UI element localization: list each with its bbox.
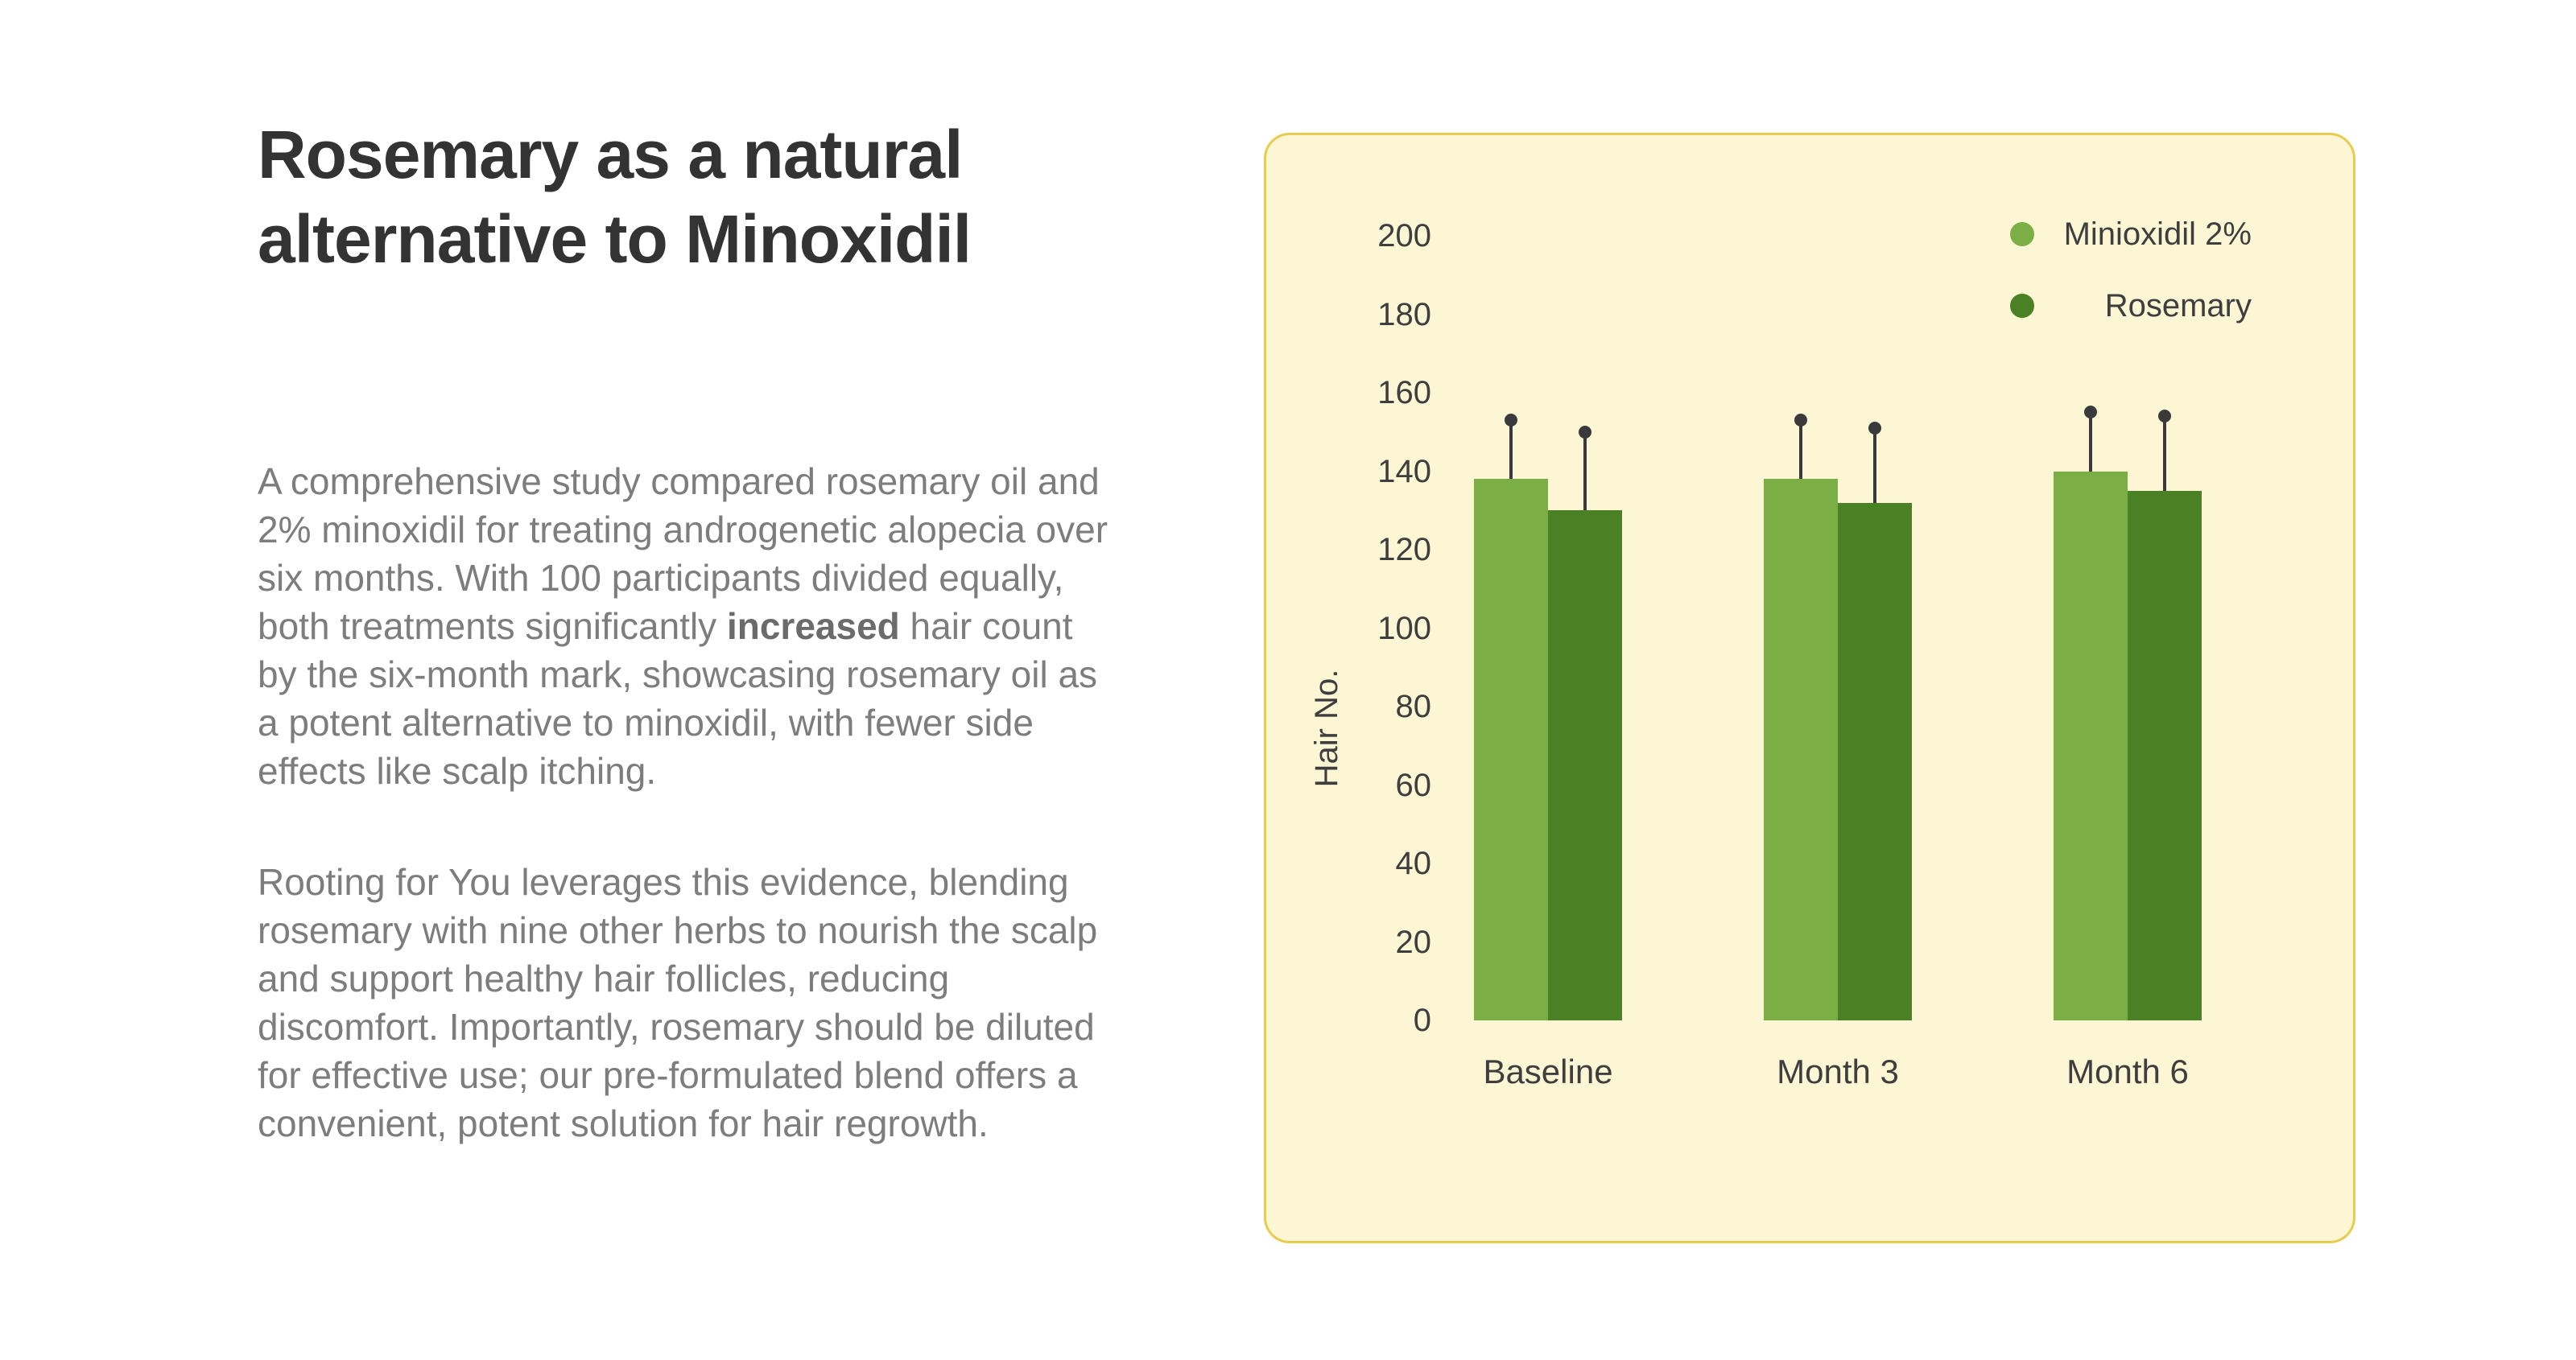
error-bar (2089, 412, 2092, 471)
legend-swatch-icon (2010, 294, 2034, 318)
error-dot-icon (2084, 406, 2097, 418)
error-bar (1509, 420, 1513, 479)
legend-label: Rosemary (2104, 287, 2252, 324)
bar-group-month-3 (1764, 236, 1912, 1020)
plot-area (1403, 236, 2273, 1020)
bar-rosemary (1548, 510, 1622, 1020)
y-tick-label: 60 (1395, 767, 1431, 803)
error-dot-icon (1505, 414, 1517, 427)
x-tick-label: Month 3 (1777, 1053, 1899, 1090)
paragraph-study: A comprehensive study compared rosemary oil and 2% minoxidil for treating androgenetic alopecia over six months. With 100 participants divided equally, both treatments significantly increased hair count by the six-month mark, showcasing rosemary oil as a potent alternative to minoxidil, with fewer side effects like scalp itching. (258, 460, 1108, 792)
chart-card (1264, 133, 2355, 1243)
bar-group-month-6 (2054, 236, 2202, 1020)
bar-group-baseline (1474, 236, 1622, 1020)
x-tick-label: Month 6 (2066, 1053, 2189, 1090)
y-axis-title: Hair No. (1309, 669, 1344, 788)
legend-row (2010, 212, 2252, 257)
y-tick-label: 40 (1395, 846, 1431, 881)
y-tick-label: 0 (1413, 1003, 1431, 1038)
paragraph-product: Rooting for You leverages this evidence, blending rosemary with nine other herbs to nourish the scalp and support healthy hair follicles, reducing discomfort. Importantly, rosemary should be diluted for effective use; our pre-formulated blend offers a convenient, potent solution for hair regrowth. (258, 861, 1098, 1144)
error-bar (1799, 420, 1802, 479)
y-tick-label: 200 (1377, 218, 1431, 253)
error-dot-icon (2158, 410, 2171, 422)
y-tick-label: 180 (1377, 296, 1431, 332)
y-tick-label: 160 (1377, 375, 1431, 410)
error-dot-icon (1794, 414, 1807, 427)
bar-minioxidil-2- (1764, 479, 1838, 1020)
page-title: Rosemary as a natural alternative to Minoxidil (258, 117, 972, 277)
error-bar (2163, 416, 2166, 491)
bar-minioxidil-2- (2054, 472, 2128, 1021)
article-text-block (258, 113, 1167, 1148)
error-dot-icon (1868, 422, 1881, 435)
y-tick-label: 100 (1377, 610, 1431, 646)
bar-minioxidil-2- (1474, 479, 1548, 1020)
error-dot-icon (1579, 426, 1591, 439)
legend-row (2010, 283, 2252, 328)
bar-rosemary (2128, 491, 2202, 1020)
y-tick-label: 80 (1395, 689, 1431, 724)
legend-swatch-icon (2010, 222, 2034, 246)
y-tick-label: 140 (1377, 453, 1431, 489)
legend-label: Minioxidil 2% (2063, 216, 2252, 252)
error-bar (1583, 432, 1587, 511)
error-bar (1873, 428, 1876, 503)
y-tick-label: 120 (1377, 532, 1431, 567)
x-tick-label: Baseline (1483, 1053, 1613, 1090)
y-tick-label: 20 (1395, 924, 1431, 960)
bar-rosemary (1838, 503, 1912, 1021)
